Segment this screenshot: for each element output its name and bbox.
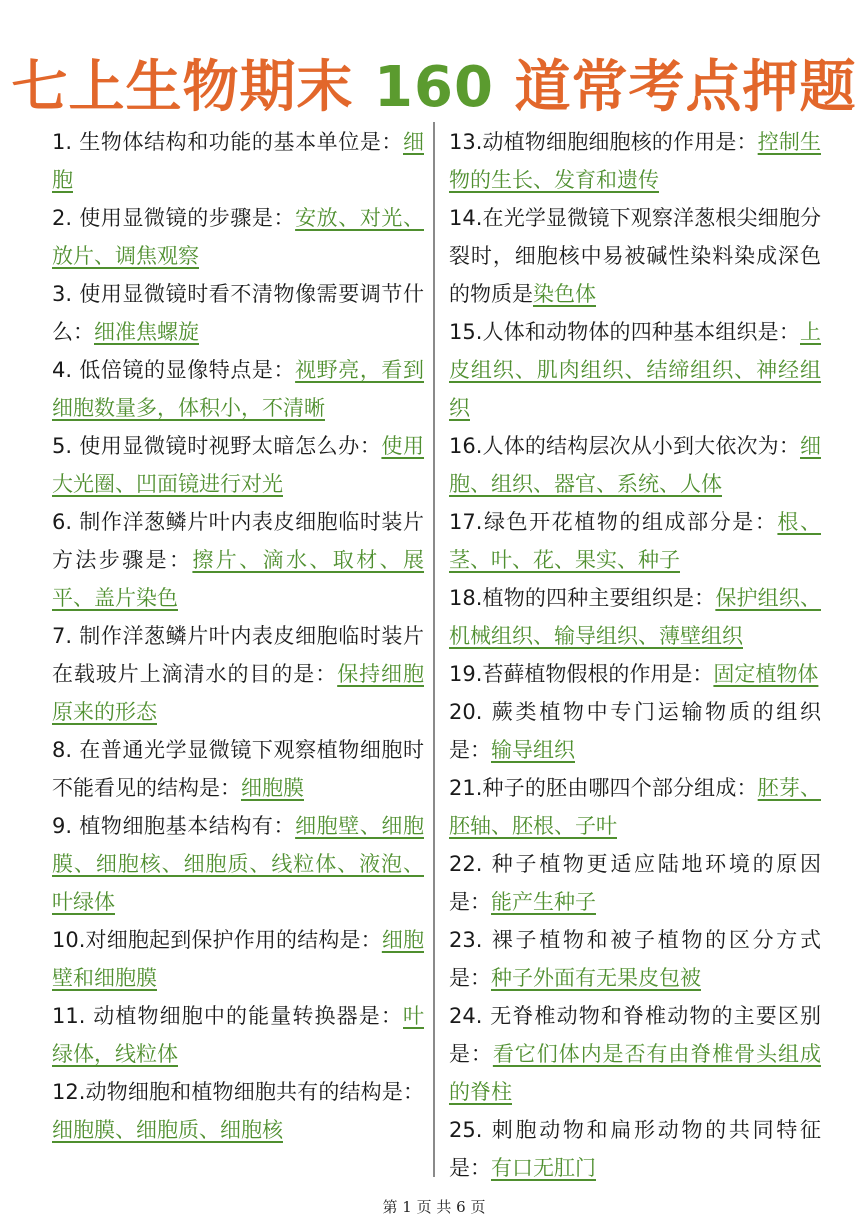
question-item bbox=[449, 693, 821, 769]
question-text: 17.绿色开花植物的组成部分是： bbox=[449, 510, 778, 534]
question-item bbox=[52, 921, 424, 997]
answer-text: 控制生物的生长、发育和遗传 bbox=[449, 130, 821, 192]
question-text: 11. 动植物细胞中的能量转换器是： bbox=[52, 1004, 403, 1028]
question-text: 24. 无脊椎动物和脊椎动物的主要区别是： bbox=[449, 1004, 821, 1066]
question-text: 21.种子的胚由哪四个部分组成： bbox=[449, 776, 758, 800]
answer-text: 细胞壁和细胞膜 bbox=[52, 928, 424, 990]
question-item bbox=[449, 845, 821, 921]
answer-text: 叶绿体，线粒体 bbox=[52, 1004, 424, 1066]
question-text: 13.动植物细胞细胞核的作用是： bbox=[449, 130, 758, 154]
question-text: 23. 裸子植物和被子植物的区分方式是： bbox=[449, 928, 821, 990]
question-text: 9. 植物细胞基本结构有： bbox=[52, 814, 296, 838]
title-part-3: 道常考点押题 bbox=[514, 55, 857, 120]
left-column bbox=[52, 123, 424, 1149]
question-item bbox=[52, 731, 424, 807]
answer-text: 细胞、组织、器官、系统、人体 bbox=[449, 434, 821, 496]
page-title bbox=[0, 52, 868, 124]
question-text: 5. 使用显微镜时视野太暗怎么办： bbox=[52, 434, 382, 458]
answer-text: 能产生种子 bbox=[491, 890, 596, 914]
question-item bbox=[449, 123, 821, 199]
answer-text: 使用大光圈、凹面镜进行对光 bbox=[52, 434, 425, 496]
question-item bbox=[52, 807, 424, 921]
question-text: 14.在光学显微镜下观察洋葱根尖细胞分裂时，细胞核中易被碱性染料染成深色的物质是 bbox=[449, 206, 821, 306]
page-footer: 第 1 页 共 6 页 bbox=[382, 1198, 486, 1216]
question-item bbox=[449, 313, 821, 427]
question-item bbox=[52, 199, 424, 275]
question-item bbox=[449, 655, 821, 693]
question-text: 18.植物的四种主要组织是： bbox=[449, 586, 716, 610]
question-text: 8. 在普通光学显微镜下观察植物细胞时不能看见的结构是： bbox=[52, 738, 424, 800]
question-item bbox=[449, 997, 821, 1111]
title-part-1: 七上生物期末 bbox=[11, 55, 354, 120]
title-part-2: 160 bbox=[374, 55, 494, 120]
question-text: 16.人体的结构层次从小到大依次为： bbox=[449, 434, 800, 458]
question-item bbox=[449, 579, 821, 655]
question-text: 12.动物细胞和植物细胞共有的结构是： bbox=[52, 1080, 424, 1104]
question-text: 19.苔藓植物假根的作用是： bbox=[449, 662, 714, 686]
question-text: 22. 种子植物更适应陆地环境的原因是： bbox=[449, 852, 821, 914]
question-text: 15.人体和动物体的四种基本组织是： bbox=[449, 320, 800, 344]
question-text: 3. 使用显微镜时看不清物像需要调节什么： bbox=[52, 282, 424, 344]
answer-text: 种子外面有无果皮包被 bbox=[491, 966, 701, 990]
answer-text: 擦片、滴水、取材、展平、盖片染色 bbox=[52, 548, 425, 610]
answer-text: 细胞 bbox=[52, 130, 424, 192]
question-text: 6. 制作洋葱鳞片叶内表皮细胞临时装片方法步骤是： bbox=[52, 510, 424, 572]
question-item bbox=[52, 503, 424, 617]
answer-text: 有口无肛门 bbox=[491, 1156, 596, 1180]
answer-text: 保护组织、机械组织、输导组织、薄壁组织 bbox=[449, 586, 821, 648]
question-item bbox=[449, 199, 821, 313]
answer-text: 细胞膜 bbox=[241, 776, 304, 800]
question-item bbox=[449, 921, 821, 997]
answer-text: 胚芽、胚轴、胚根、子叶 bbox=[449, 776, 821, 838]
question-text: 7. 制作洋葱鳞片叶内表皮细胞临时装片在载玻片上滴清水的目的是： bbox=[52, 624, 424, 686]
question-item bbox=[52, 427, 424, 503]
answer-text: 安放、对光、放片、调焦观察 bbox=[52, 206, 424, 268]
right-column bbox=[449, 123, 821, 1187]
answer-text: 上皮组织、肌肉组织、结缔组织、神经组织 bbox=[449, 320, 821, 420]
question-text: 10.对细胞起到保护作用的结构是： bbox=[52, 928, 382, 952]
answer-text: 保持细胞原来的形态 bbox=[52, 662, 424, 724]
answer-text: 染色体 bbox=[533, 282, 596, 306]
answer-text: 固定植物体 bbox=[713, 662, 819, 686]
answer-text: 细准焦螺旋 bbox=[94, 320, 199, 344]
question-item bbox=[449, 1111, 821, 1187]
answer-text: 细胞壁、细胞膜、细胞核、细胞质、线粒体、液泡、叶绿体 bbox=[52, 814, 424, 914]
answer-text: 细胞膜、细胞质、细胞核 bbox=[52, 1118, 283, 1142]
question-item bbox=[52, 1073, 424, 1149]
question-text: 1. 生物体结构和功能的基本单位是： bbox=[52, 130, 403, 154]
question-text: 2. 使用显微镜的步骤是： bbox=[52, 206, 296, 230]
question-text: 4. 低倍镜的显像特点是： bbox=[52, 358, 296, 382]
question-item bbox=[449, 427, 821, 503]
question-text: 25. 刺胞动物和扁形动物的共同特征是： bbox=[449, 1118, 821, 1180]
question-item bbox=[52, 275, 424, 351]
question-text: 20. 蕨类植物中专门运输物质的组织是： bbox=[449, 700, 821, 762]
question-item bbox=[52, 617, 424, 731]
question-item bbox=[52, 997, 424, 1073]
answer-text: 输导组织 bbox=[491, 738, 575, 762]
question-item bbox=[52, 351, 424, 427]
answer-text: 视野亮，看到细胞数量多，体积小，不清晰 bbox=[52, 358, 424, 420]
question-item bbox=[449, 769, 821, 845]
column-divider bbox=[433, 122, 435, 1177]
question-item bbox=[52, 123, 424, 199]
answer-text: 看它们体内是否有由脊椎骨头组成的脊柱 bbox=[449, 1042, 821, 1104]
question-item bbox=[449, 503, 821, 579]
answer-text: 根、茎、叶、花、果实、种子 bbox=[449, 510, 821, 572]
